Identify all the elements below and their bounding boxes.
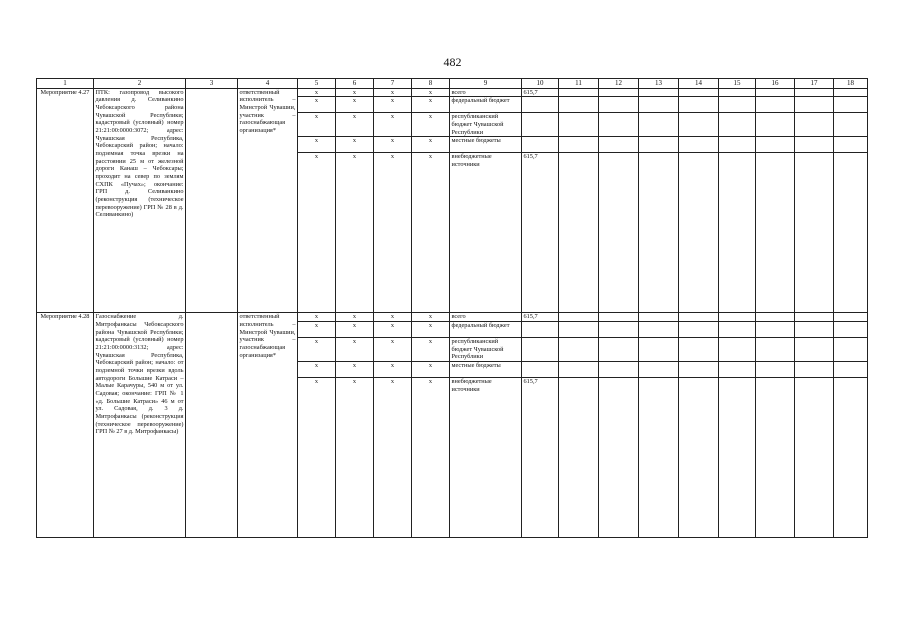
amount-cell: [756, 97, 795, 113]
amount-cell: [834, 377, 868, 537]
amount-cell: [834, 361, 868, 377]
amount-cell: [639, 137, 679, 153]
table-row: [37, 313, 868, 322]
column-number: 17: [795, 79, 834, 89]
amount-cell: [795, 88, 834, 97]
amount-cell: [679, 337, 719, 361]
column-number-row: [37, 79, 868, 89]
indicator-cell: х: [374, 113, 412, 137]
funding-source-cell: внебюджетные источники: [450, 377, 522, 537]
amount-cell: [599, 377, 639, 537]
column-3-cell: [186, 88, 238, 313]
amount-cell: [559, 88, 599, 97]
amount-cell: [756, 153, 795, 313]
indicator-cell: х: [298, 113, 336, 137]
amount-cell: 615,7: [522, 88, 559, 97]
amount-cell: [522, 361, 559, 377]
activity-id-cell: Мероприятие 4.28: [37, 313, 94, 538]
amount-cell: [599, 97, 639, 113]
indicator-cell: х: [412, 97, 450, 113]
amount-cell: [756, 88, 795, 97]
column-number: 15: [719, 79, 756, 89]
page-number: 482: [443, 55, 462, 69]
amount-cell: [522, 113, 559, 137]
indicator-cell: х: [336, 321, 374, 337]
amount-cell: [756, 313, 795, 322]
amount-cell: [756, 137, 795, 153]
funding-source-cell: республиканский бюджет Чувашской Республики: [450, 113, 522, 137]
column-3-cell: [186, 313, 238, 538]
program-activities-table: [36, 78, 868, 538]
amount-cell: [679, 137, 719, 153]
amount-cell: [679, 153, 719, 313]
indicator-cell: х: [412, 377, 450, 537]
amount-cell: [795, 337, 834, 361]
funding-source-cell: всего: [450, 88, 522, 97]
amount-cell: [719, 337, 756, 361]
responsible-executor-cell: ответственный исполнитель – Минстрой Чувашии, участник – газоснабжающая организация*: [238, 313, 298, 538]
column-number: 14: [679, 79, 719, 89]
amount-cell: [639, 313, 679, 322]
activity-description-cell: Газоснабжение д. Митрофанкасы Чебоксарского района Чувашской Республики; кадастровый (условный) номер 21:21:00:0000:3132; адрес: Чувашская Республика, Чебоксарский район; начало: от подземной точки врезки вдоль автодороги Большие Катраси – Малые Карачуры, 540 м от ул. Садовая; окончание: ГРП № 1 «д. Большие Катраси» 46 м от ул. Садовая, д. 3 д. Митрофанкасы (реконструкция (техническое перевооружение) ГРП № 27 в д. Митрофанкасы): [94, 313, 186, 538]
indicator-cell: х: [336, 377, 374, 537]
amount-cell: [639, 377, 679, 537]
amount-cell: [834, 337, 868, 361]
amount-cell: [719, 321, 756, 337]
indicator-cell: х: [412, 321, 450, 337]
amount-cell: 615,7: [522, 377, 559, 537]
indicator-cell: х: [336, 88, 374, 97]
amount-cell: [756, 361, 795, 377]
amount-cell: [679, 88, 719, 97]
amount-cell: [599, 153, 639, 313]
amount-cell: [719, 361, 756, 377]
indicator-cell: х: [336, 137, 374, 153]
column-number: 11: [559, 79, 599, 89]
amount-cell: [679, 97, 719, 113]
funding-source-cell: федеральный бюджет: [450, 321, 522, 337]
column-number: 6: [336, 79, 374, 89]
amount-cell: [719, 313, 756, 322]
indicator-cell: х: [412, 361, 450, 377]
indicator-cell: х: [412, 113, 450, 137]
amount-cell: [756, 113, 795, 137]
amount-cell: [559, 137, 599, 153]
indicator-cell: х: [298, 361, 336, 377]
amount-cell: [639, 88, 679, 97]
amount-cell: [522, 137, 559, 153]
column-number: 13: [639, 79, 679, 89]
column-number: 1: [37, 79, 94, 89]
amount-cell: [599, 313, 639, 322]
funding-source-cell: местные бюджеты: [450, 361, 522, 377]
amount-cell: [559, 337, 599, 361]
amount-cell: [834, 88, 868, 97]
column-number: 16: [756, 79, 795, 89]
amount-cell: [639, 321, 679, 337]
amount-cell: [639, 337, 679, 361]
indicator-cell: х: [336, 337, 374, 361]
amount-cell: [834, 313, 868, 322]
indicator-cell: х: [298, 97, 336, 113]
indicator-cell: х: [298, 137, 336, 153]
amount-cell: [679, 113, 719, 137]
amount-cell: [639, 153, 679, 313]
funding-source-cell: местные бюджеты: [450, 137, 522, 153]
amount-cell: [679, 321, 719, 337]
amount-cell: [795, 361, 834, 377]
indicator-cell: х: [298, 337, 336, 361]
amount-cell: [639, 361, 679, 377]
amount-cell: [756, 321, 795, 337]
indicator-cell: х: [374, 377, 412, 537]
amount-cell: [599, 321, 639, 337]
amount-cell: [795, 137, 834, 153]
amount-cell: 615,7: [522, 153, 559, 313]
indicator-cell: х: [412, 313, 450, 322]
amount-cell: [559, 113, 599, 137]
funding-source-cell: всего: [450, 313, 522, 322]
indicator-cell: х: [298, 377, 336, 537]
funding-source-cell: внебюджетные источники: [450, 153, 522, 313]
indicator-cell: х: [298, 88, 336, 97]
amount-cell: [834, 137, 868, 153]
amount-cell: [795, 313, 834, 322]
indicator-cell: х: [412, 137, 450, 153]
amount-cell: [679, 377, 719, 537]
amount-cell: [834, 321, 868, 337]
amount-cell: [719, 88, 756, 97]
activity-description-cell: ПТК: газопровод высокого давления д. Селиванкино Чебоксарского района Чувашской Республики; кадастровый (условный) номер 21:21:00:0000:3072; адрес: Чувашская Республика, Чебоксарский район; начало: подземная точка врезки на расстоянии 25 м от железной дороги Канаш – Чебоксары; проходит на север по землям СХПК «Пучах»; окончание: ГРП д. Селиванкино (реконструкция (техническое перевооружение) ГРП № 28 в д. Селиванкино): [94, 88, 186, 313]
responsible-executor-cell: ответственный исполнитель – Минстрой Чувашии, участник – газоснабжающая организация*: [238, 88, 298, 313]
amount-cell: [795, 377, 834, 537]
amount-cell: [522, 337, 559, 361]
column-number: 9: [450, 79, 522, 89]
amount-cell: [559, 313, 599, 322]
amount-cell: [599, 113, 639, 137]
amount-cell: [756, 337, 795, 361]
amount-cell: [719, 113, 756, 137]
indicator-cell: х: [412, 337, 450, 361]
indicator-cell: х: [374, 321, 412, 337]
amount-cell: [834, 113, 868, 137]
amount-cell: [559, 97, 599, 113]
amount-cell: [559, 153, 599, 313]
indicator-cell: х: [336, 313, 374, 322]
indicator-cell: х: [336, 113, 374, 137]
amount-cell: [559, 361, 599, 377]
amount-cell: [522, 97, 559, 113]
indicator-cell: х: [374, 313, 412, 322]
amount-cell: 615,7: [522, 313, 559, 322]
indicator-cell: х: [298, 313, 336, 322]
indicator-cell: х: [412, 88, 450, 97]
amount-cell: [795, 321, 834, 337]
column-number: 8: [412, 79, 450, 89]
indicator-cell: х: [412, 153, 450, 313]
column-number: 12: [599, 79, 639, 89]
indicator-cell: х: [298, 153, 336, 313]
indicator-cell: х: [374, 361, 412, 377]
amount-cell: [719, 377, 756, 537]
column-number: 18: [834, 79, 868, 89]
column-number: 4: [238, 79, 298, 89]
amount-cell: [559, 377, 599, 537]
indicator-cell: х: [374, 337, 412, 361]
indicator-cell: х: [374, 137, 412, 153]
amount-cell: [756, 377, 795, 537]
amount-cell: [599, 88, 639, 97]
column-number: 7: [374, 79, 412, 89]
indicator-cell: х: [336, 97, 374, 113]
amount-cell: [522, 321, 559, 337]
amount-cell: [795, 97, 834, 113]
indicator-cell: х: [298, 321, 336, 337]
amount-cell: [834, 97, 868, 113]
amount-cell: [719, 97, 756, 113]
amount-cell: [795, 113, 834, 137]
indicator-cell: х: [374, 88, 412, 97]
indicator-cell: х: [336, 361, 374, 377]
funding-source-cell: федеральный бюджет: [450, 97, 522, 113]
amount-cell: [599, 361, 639, 377]
amount-cell: [679, 361, 719, 377]
activity-id-cell: Мероприятие 4.27: [37, 88, 94, 313]
amount-cell: [599, 137, 639, 153]
column-number: 10: [522, 79, 559, 89]
amount-cell: [559, 321, 599, 337]
indicator-cell: х: [374, 153, 412, 313]
amount-cell: [719, 137, 756, 153]
amount-cell: [679, 313, 719, 322]
amount-cell: [834, 153, 868, 313]
amount-cell: [639, 97, 679, 113]
amount-cell: [719, 153, 756, 313]
amount-cell: [795, 153, 834, 313]
indicator-cell: х: [336, 153, 374, 313]
column-number: 5: [298, 79, 336, 89]
amount-cell: [639, 113, 679, 137]
column-number: 2: [94, 79, 186, 89]
indicator-cell: х: [374, 97, 412, 113]
amount-cell: [599, 337, 639, 361]
funding-source-cell: республиканский бюджет Чувашской Республики: [450, 337, 522, 361]
table-row: [37, 88, 868, 97]
column-number: 3: [186, 79, 238, 89]
